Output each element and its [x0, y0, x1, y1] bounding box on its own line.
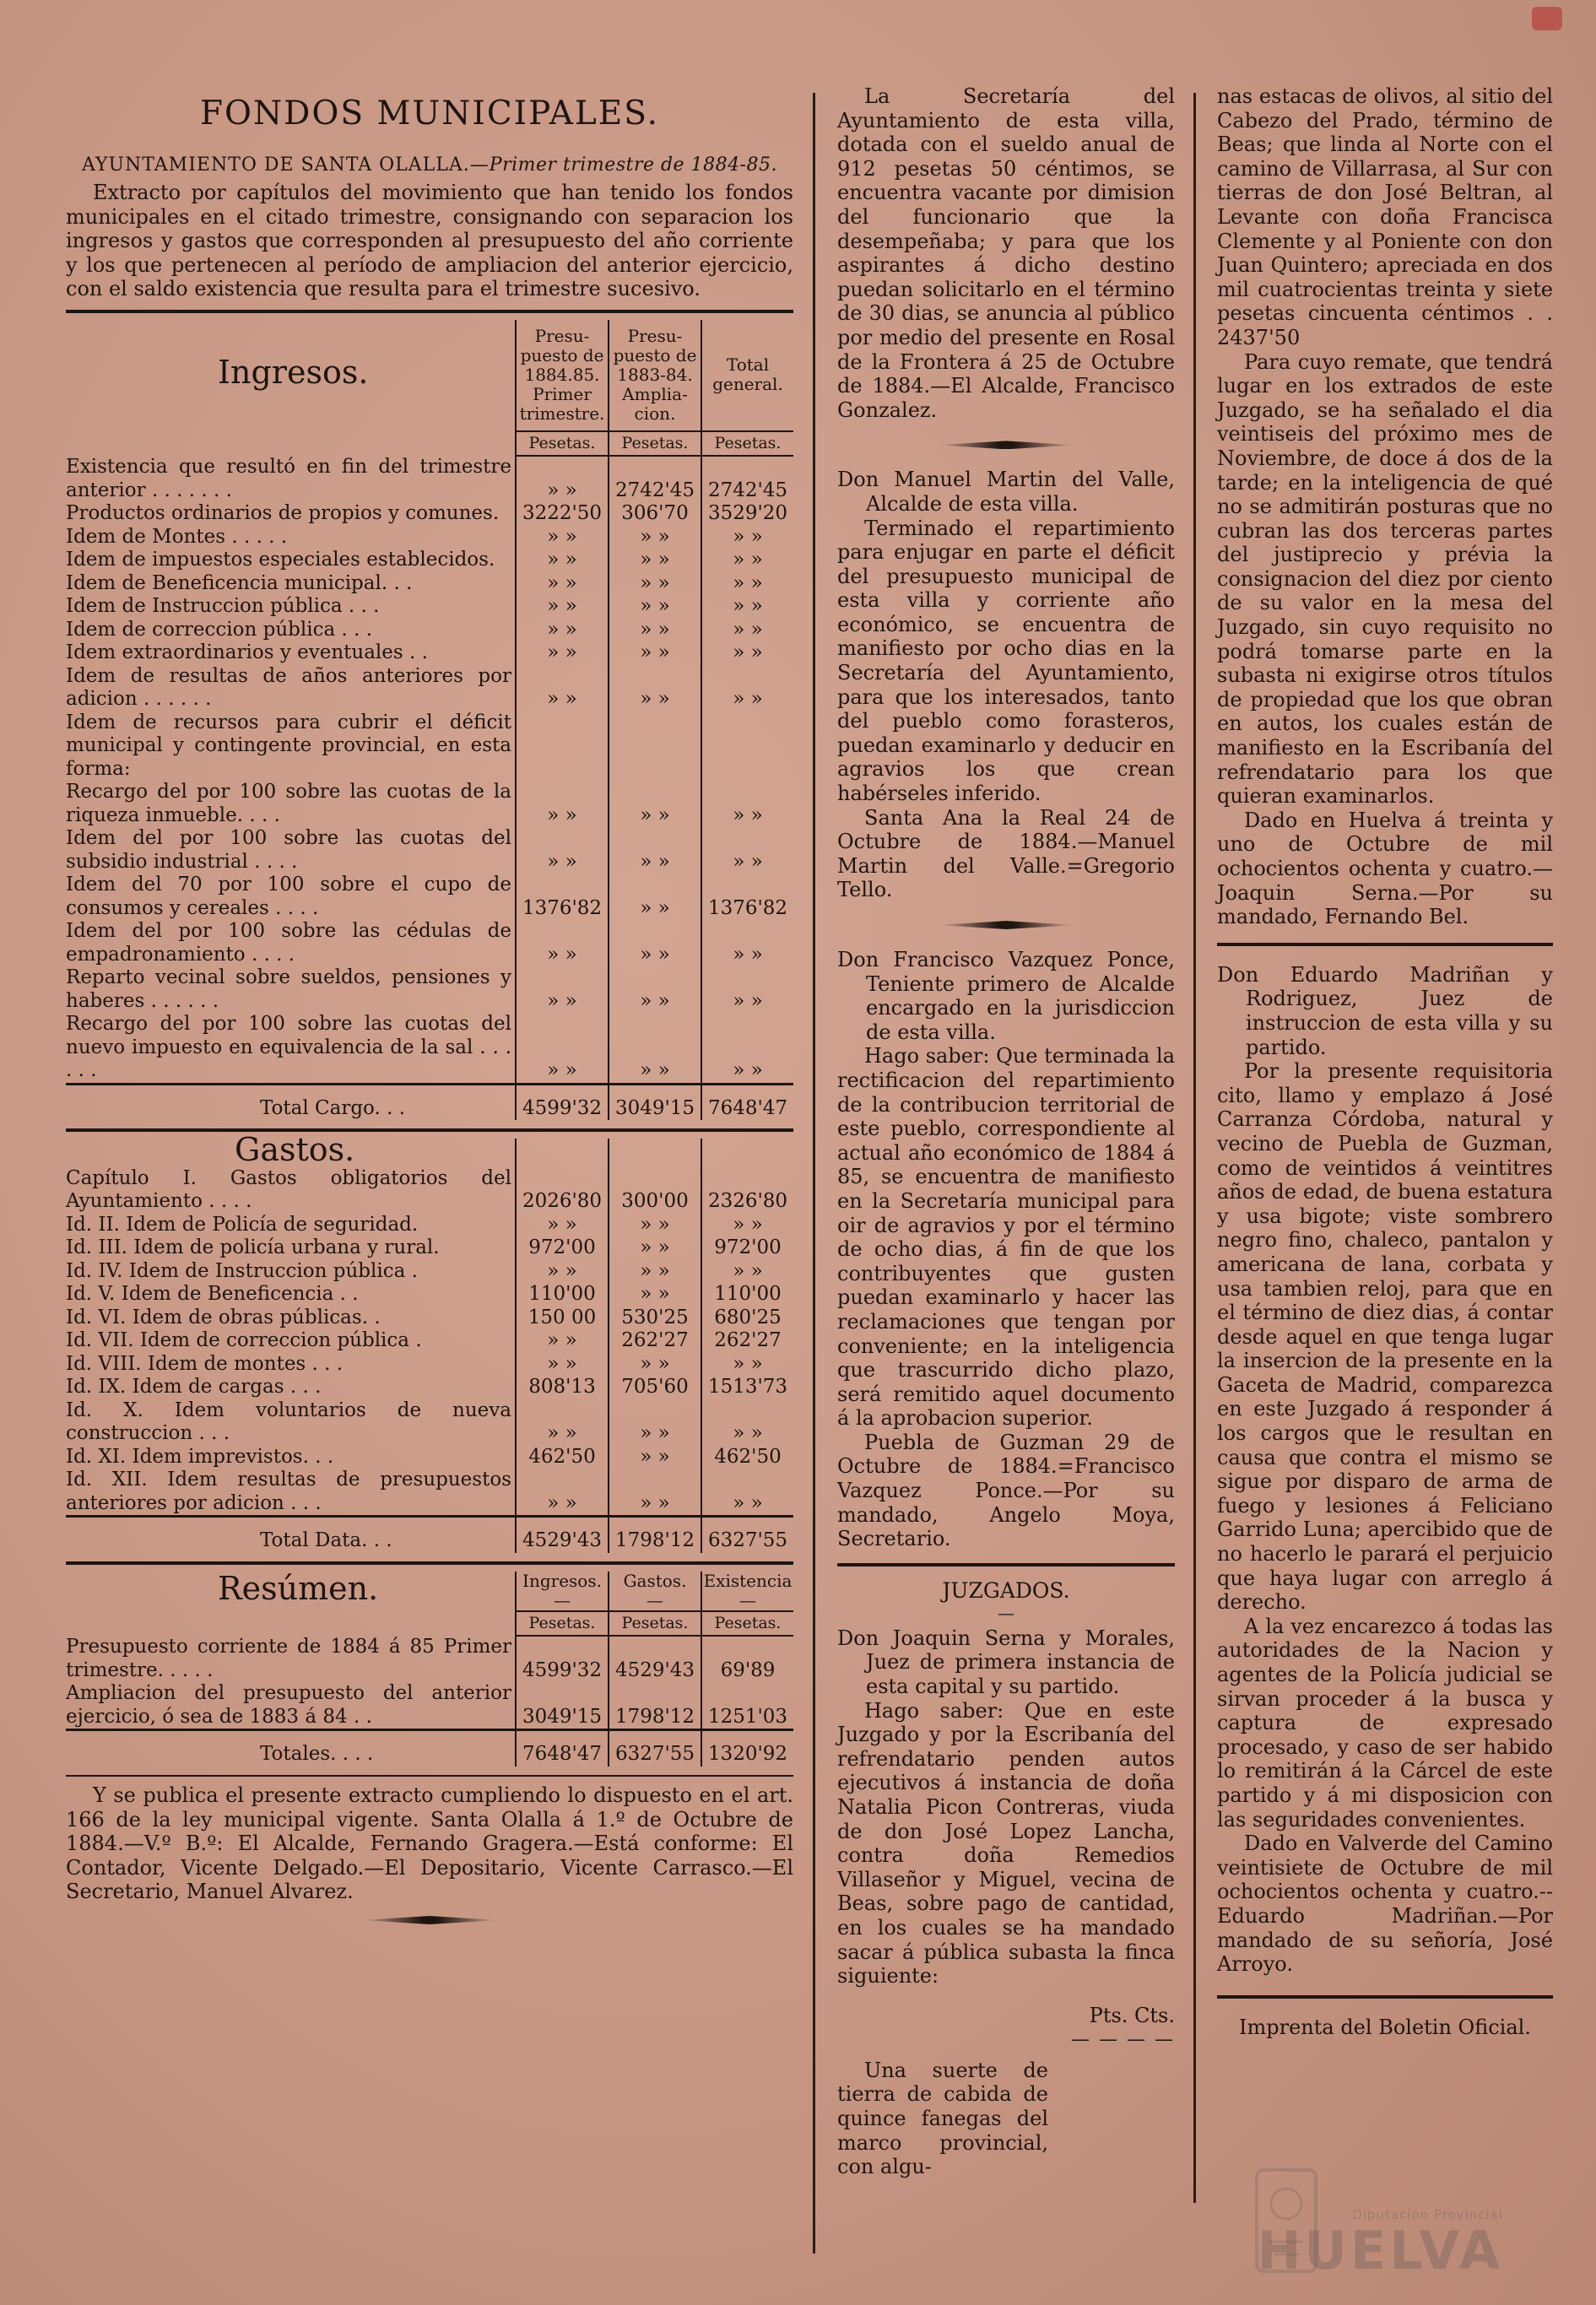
gastos-v3: » »	[701, 1214, 793, 1237]
ingresos-v1: » »	[516, 920, 609, 966]
ingresos-v2: » »	[609, 966, 701, 1013]
gastos-label: Capítulo I. Gastos obligatorios del Ayuntamiento . . . .	[66, 1166, 511, 1213]
ingresos-v1: » »	[516, 1013, 609, 1084]
ingresos-v3: » »	[701, 526, 793, 549]
intro-paragraph: Extracto por capítulos del movimiento que han tenido los fondos municipales en el citado trimestre, consignando con separacion los ingresos y gastos que corresponden al presupuesto del año corriente y los que pertenecen al período de ampliacion del anterior ejercicio, con el saldo existencia que resulta para el trimestre sucesivo.	[66, 181, 793, 301]
unit-label: Pesetas.	[609, 1611, 701, 1637]
resumen-v2: 4529'43	[609, 1636, 701, 1682]
huelva-body: Hago saber: Que en este Juzgado y por la Escribanía del refrendatario penden autos ejecutivos á instancia de doña Natalia Picon Contreras, viuda de don José Lopez Lancha, contra doña Remedios Villaseñor y Miguel, vecina de Beas, sobre pago de cantidad, en los cuales se ha mandado sacar á pública subasta la finca siguiente:	[837, 1698, 1175, 1988]
gastos-v2: » »	[609, 1353, 701, 1377]
red-corner-mark	[1532, 7, 1562, 30]
gastos-label: Id. VIII. Idem de montes . . .	[66, 1352, 344, 1375]
remate-paragraph: Para cuyo remate, que tendrá lugar en los extrados de este Juzgado, se ha señalado el dia veintiseis del próximo mes de Noviembre, de doce á dos de la tarde; en la inteligencia de qué no se admitirán posturas que no cubran las dos terceras partes del justiprecio y prévia la consignacion del diez por ciento de su valor en la mesa del Juzgado, sin cuyo requisito no podrá tomarse parte en la subasta ni exigirse otros títulos de propiedad que los que obran en autos, los cuales están de manifiesto en la Escribanía del refrendatario para los que quieran examinarlos.	[1217, 349, 1553, 809]
ingresos-v2: » »	[609, 572, 701, 596]
ingresos-v3: » »	[701, 619, 793, 642]
ingresos-label: Idem extraordinarios y eventuales . .	[66, 641, 428, 664]
requisitoria-request: A la vez encarezco á todas las autoridades de la Nacion y agentes de la Policía judicial se sirvan proceder á la busca y captura de expresado procesado, y caso de ser habido lo remitirán á la Cárcel de este partido y á mi disposicion con las seguridades convenientes.	[1217, 1614, 1553, 1832]
gastos-v2: 705'60	[609, 1376, 701, 1399]
totales-v3: 1320'92	[701, 1730, 793, 1767]
gastos-v2: » »	[609, 1469, 701, 1517]
gastos-rows	[66, 1167, 793, 1517]
total-data-row	[66, 1517, 793, 1553]
ingresos-row	[66, 966, 793, 1013]
gastos-v3: » »	[701, 1353, 793, 1377]
ingresos-v2: » »	[609, 920, 701, 966]
gastos-v3: » »	[701, 1399, 793, 1446]
gastos-v3: 1513'73	[701, 1376, 793, 1399]
gastos-label: Id. X. Idem voluntarios de nueva construccion . . .	[66, 1399, 511, 1445]
total-cargo-v3: 7648'47	[701, 1084, 793, 1120]
ingresos-v2: » »	[609, 619, 701, 642]
santa-ana-heading: Don Manuel Martin del Valle, Alcalde de esta villa.	[837, 468, 1175, 516]
totales-label: Totales. . . .	[66, 1730, 516, 1767]
gastos-v3: 462'50	[701, 1446, 793, 1469]
ingresos-label: Recargo del por 100 sobre las cuotas del nuevo impuesto en equivalencia de la sal . . . . . .	[66, 1013, 511, 1082]
finca-description-cont: nas estacas de olivos, al sitio del Cabezo del Prado, término de Beas; que linda al Norte con el camino de Villarrasa, al Sur con tierras de don José Beltran, al Levante con doña Francisca Clemente y al Poniente con don Juan Quintero; apreciada en dos mil cuatrocientas treinta y siete pesetas cincuenta céntimos . . 2437'50	[1217, 84, 1553, 349]
gastos-v1: 972'00	[516, 1236, 609, 1260]
gastos-v2: 262'27	[609, 1329, 701, 1353]
resumen-label: Ampliacion del presupuesto del anterior ejercicio, ó sea de 1883 á 84 . .	[66, 1682, 511, 1728]
watermark-huelva: HUELVA	[1257, 2220, 1503, 2281]
units-row	[66, 431, 793, 457]
ingresos-v2: » »	[609, 1013, 701, 1084]
valverde-heading: Don Eduardo Madriñan y Rodriguez, Juez de instruccion de esta villa y su partido.	[1217, 962, 1553, 1059]
ingresos-v1: » »	[516, 781, 609, 827]
ingresos-v3: » »	[701, 827, 793, 874]
ingresos-v3: » »	[701, 572, 793, 596]
gastos-v2: » »	[609, 1260, 701, 1284]
ingresos-v1: » »	[516, 595, 609, 619]
ingresos-v2: » »	[609, 641, 701, 665]
total-data-v1: 4529'43	[516, 1517, 609, 1553]
resumen-units-row	[66, 1611, 793, 1637]
ingresos-v3: » »	[701, 920, 793, 966]
ingresos-v3: » »	[701, 781, 793, 827]
ingresos-v3: » »	[701, 595, 793, 619]
watermark-subtitle: Diputación Provincial	[1352, 2207, 1503, 2222]
gastos-v3: 110'00	[701, 1283, 793, 1307]
ingresos-v1: » »	[516, 641, 609, 665]
gastos-v1: » »	[516, 1260, 609, 1284]
ingresos-v2: 306'70	[609, 502, 701, 526]
juzgados-title: JUZGADOS.	[942, 1577, 1070, 1603]
gastos-label: Id. IV. Idem de Instruccion pública .	[66, 1259, 418, 1282]
ingresos-label: Reparto vecinal sobre sueldos, pensiones y haberes . . . . . .	[66, 966, 511, 1012]
puebla-body: Hago saber: Que terminada la rectificacion del repartimiento de la contribucion territorial de este pueblo, correspondiente al actual año económico de 1884 á 85, se encuentra de manifiesto en la Secretaría municipal para oir de agravios y por el término de ocho dias, á fin de que los contribuyentes que gusten puedan examinarlo y hacer las reclamaciones que tengan por conveniente; en la inteligencia que trascurrido dicho plazo, será remitido aquel documento á la aprobacion superior.	[837, 1044, 1175, 1431]
resumen-header-row	[66, 1572, 793, 1611]
gastos-v1: » »	[516, 1469, 609, 1517]
ayuntamiento-line	[66, 154, 793, 176]
column-rule-1	[813, 93, 815, 2254]
ingresos-v1: » »	[516, 619, 609, 642]
juzgados-dash: —	[998, 1602, 1014, 1623]
imprenta-rule	[1217, 1995, 1553, 1999]
res-col-existencia: Existencia —	[701, 1572, 793, 1611]
gastos-label: Id. V. Idem de Beneficencia . .	[66, 1283, 359, 1306]
gastos-row	[66, 1353, 793, 1377]
unit-label: Pesetas.	[609, 431, 701, 457]
gastos-v1: 808'13	[516, 1376, 609, 1399]
col-header-1883: Presu-puesto de 1883-84. Amplia-cion.	[609, 320, 701, 431]
ingresos-label: Idem de correccion pública . . .	[66, 618, 373, 641]
ingresos-v2: » »	[609, 827, 701, 874]
gastos-label: Id. IX. Idem de cargas . . .	[66, 1376, 322, 1399]
ingresos-row	[66, 572, 793, 596]
gastos-label: Id. XII. Idem resultas de presupuestos anteriores por adicion . . .	[66, 1469, 511, 1514]
total-data-v3: 6327'55	[701, 1517, 793, 1553]
ingresos-row	[66, 920, 793, 966]
ingresos-label: Idem de impuestos especiales establecidos.	[66, 549, 495, 571]
ingresos-v3: » »	[701, 1013, 793, 1084]
resumen-row	[66, 1682, 793, 1730]
resumen-v3: 69'89	[701, 1636, 793, 1682]
resumen-v3: 1251'03	[701, 1682, 793, 1730]
gastos-v1: 462'50	[516, 1446, 609, 1469]
gastos-v3: 262'27	[701, 1329, 793, 1353]
ingresos-row	[66, 1013, 793, 1084]
resumen-title: Resúmen.	[218, 1569, 379, 1607]
ingresos-label: Idem del por 100 sobre las cédulas de empadronamiento . . . .	[66, 920, 511, 966]
table-top-rule	[66, 310, 793, 313]
total-cargo-v2: 3049'15	[609, 1084, 701, 1120]
resumen-row	[66, 1636, 793, 1682]
ingresos-v3: 2742'45	[701, 456, 793, 502]
ingresos-v1: » »	[516, 549, 609, 572]
ingresos-v2	[609, 712, 701, 782]
total-data-label: Total Data. . .	[66, 1517, 516, 1553]
santa-ana-body: Terminado el repartimiento para enjugar en parte el déficit del presupuesto municipal de esta villa y corriente año económico, se encuentra de manifiesto por ocho dias en la Secretaría del Ayuntamiento, para que los interesados, tanto del pueblo como forasteros, puedan examinarlo y deducir en agravios los que crean habérseles inferido.	[837, 516, 1175, 806]
ingresos-title: Ingresos.	[218, 354, 369, 392]
gastos-row	[66, 1260, 793, 1284]
ingresos-v1: » »	[516, 827, 609, 874]
ingresos-row	[66, 619, 793, 642]
ingresos-row	[66, 781, 793, 827]
ingresos-row	[66, 549, 793, 572]
ingresos-label: Idem de Instruccion pública . . .	[66, 595, 380, 618]
totales-v2: 6327'55	[609, 1730, 701, 1767]
puebla-heading: Don Francisco Vazquez Ponce, Teniente primero de Alcalde encargado en la jurisdiccion de esta villa.	[837, 948, 1175, 1044]
resumen-rows	[66, 1636, 793, 1730]
column-rule-2	[1193, 93, 1196, 2203]
ingresos-label: Idem de resultas de años anteriores por adicion . . . . . .	[66, 664, 511, 711]
ingresos-row	[66, 595, 793, 619]
resumen-table	[66, 1569, 793, 1767]
rosal-notice: La Secretaría del Ayuntamiento de esta villa, dotada con el sueldo anual de 912 pesetas 50 céntimos, se encuentra vacante por dimision del funcionario que la desempeñaba; y para que los aspirantes á dicho destino puedan solicitarlo en el término de 30 dias, se anuncia al público por medio del presente en Rosal de la Frontera á 25 de Octubre de 1884.—El Alcalde, Francisco Gonzalez.	[837, 84, 1175, 422]
unit-label: Pesetas.	[701, 431, 793, 457]
ingresos-v1: » »	[516, 966, 609, 1013]
ingresos-row	[66, 874, 793, 920]
valverde-signature: Dado en Valverde del Camino veintisiete de Octubre de mil ochocientos ochenta y cuatro.--Eduardo Madriñan.—Por mandado de su señoría, José Arroyo.	[1217, 1832, 1553, 1977]
gastos-header-row	[66, 1139, 793, 1167]
ingresos-v3: » »	[701, 641, 793, 665]
ayuntamiento-name: AYUNTAMIENTO DE SANTA OLALLA.—	[82, 154, 490, 176]
gastos-v2: » »	[609, 1399, 701, 1446]
unit-label: Pesetas.	[516, 431, 609, 457]
separator-flourish	[939, 921, 1074, 929]
res-col-gastos: Gastos. —	[609, 1572, 701, 1611]
gastos-row	[66, 1283, 793, 1307]
gastos-title: Gastos.	[235, 1131, 355, 1169]
gastos-row	[66, 1214, 793, 1237]
column-anuncios	[837, 84, 1175, 2179]
total-data-v2: 1798'12	[609, 1517, 701, 1553]
gastos-v2: » »	[609, 1446, 701, 1469]
ingresos-v3: » »	[701, 966, 793, 1013]
ingresos-v2: » »	[609, 595, 701, 619]
resumen-v2: 1798'12	[609, 1682, 701, 1730]
ingresos-v1: 3222'50	[516, 502, 609, 526]
gastos-label: Id. II. Idem de Policía de seguridad.	[66, 1213, 419, 1236]
gastos-v1: » »	[516, 1329, 609, 1353]
ingresos-v2: » »	[609, 781, 701, 827]
pts-cts-header: Pts. Cts.	[1089, 2003, 1175, 2027]
total-cargo-row	[66, 1084, 793, 1120]
ingresos-v2: » »	[609, 665, 701, 712]
ingresos-label: Productos ordinarios de propios y comunes.	[66, 502, 500, 525]
puebla-signature: Puebla de Guzman 29 de Octubre de 1884.=Francisco Vazquez Ponce.—Por su mandado, Angelo Moya, Secretario.	[837, 1430, 1175, 1551]
requisitoria-body: Por la presente requisitoria cito, llamo y emplazo á José Carranza Córdoba, natural y vecino de Puebla de Guzman, como de veintidos á veintitres años de edad, de buena estatura y usa bigote; viste sombrero negro fino, chaleco, pantalon y americana de lana, corbata y usa tambien reloj, para que en el término de diez dias, á contar desde aquel en que tenga lugar la insercion de la presente en la Gaceta de Madrid, comparezca en este Juzgado á responder á los cargos que le resultan en causa que contra el mismo se sigue por disparo de arma de fuego y lesiones á Feliciano Garrido Luna; apercibido que de no hacerlo le parará el perjuicio que haya lugar con arreglo á derecho.	[1217, 1059, 1553, 1615]
resumen-v1: 4599'32	[516, 1636, 609, 1682]
gastos-label: Id. VII. Idem de correccion pública .	[66, 1329, 422, 1352]
total-cargo-label: Total Cargo. . .	[66, 1084, 516, 1120]
ingresos-v1: » »	[516, 665, 609, 712]
ingresos-label: Recargo del por 100 sobre las cuotas de la riqueza inmueble. . . .	[66, 781, 511, 826]
ingresos-rows	[66, 456, 793, 1084]
gastos-v2: 530'25	[609, 1307, 701, 1330]
trimester-label: Primer trimestre de 1884-85.	[489, 154, 777, 176]
resumen-v1: 3049'15	[516, 1682, 609, 1730]
ingresos-label: Idem de recursos para cubrir el déficit municipal y contingente provincial, en esta forma:	[66, 711, 511, 780]
ingresos-v3: 1376'82	[701, 874, 793, 920]
gastos-v1: » »	[516, 1214, 609, 1237]
col-header-total: Total general.	[701, 320, 793, 431]
gastos-row	[66, 1399, 793, 1446]
gastos-v3: » »	[701, 1469, 793, 1517]
ingresos-label: Existencia que resultó en fin del trimestre anterior . . . . . . .	[66, 456, 511, 501]
resumen-top-rule	[66, 1561, 793, 1565]
ingresos-row	[66, 456, 793, 502]
gastos-v2: » »	[609, 1283, 701, 1307]
gastos-v1: 2026'80	[516, 1167, 609, 1214]
gastos-label: Id. XI. Idem imprevistos. . .	[66, 1445, 334, 1468]
table-header-row	[66, 320, 793, 431]
ingresos-v2: » »	[609, 874, 701, 920]
total-cargo-v1: 4599'32	[516, 1084, 609, 1120]
gastos-v3: » »	[701, 1260, 793, 1284]
ingresos-label: Idem de Montes . . . . .	[66, 525, 288, 548]
gastos-row	[66, 1376, 793, 1399]
gastos-v1: 150 00	[516, 1307, 609, 1330]
juzgados-rule	[837, 1563, 1175, 1566]
col-header-1884: Presu-puesto de 1884.85. Primer trimestre.	[516, 320, 609, 431]
res-col-ingresos: Ingresos. —	[516, 1572, 609, 1611]
ingresos-label: Idem del 70 por 100 sobre el cupo de consumos y cereales . . . .	[66, 874, 511, 919]
huelva-signature: Dado en Huelva á treinta y uno de Octubre de mil ochocientos ochenta y cuatro.—Joaquin Serna.—Por su mandado, Fernando Bel.	[1217, 808, 1553, 929]
requisitoria-rule	[1217, 943, 1553, 946]
ingresos-v1: » »	[516, 526, 609, 549]
huelva-heading: Don Joaquin Serna y Morales, Juez de primera instancia de esta capital y su partido.	[837, 1626, 1175, 1699]
gastos-row	[66, 1236, 793, 1260]
gastos-v1: » »	[516, 1399, 609, 1446]
totales-row	[66, 1730, 793, 1767]
ingresos-row	[66, 665, 793, 712]
ingresos-row	[66, 712, 793, 782]
gastos-label: Id. VI. Idem de obras públicas. .	[66, 1306, 381, 1328]
ingresos-v2: » »	[609, 526, 701, 549]
gastos-v2: » »	[609, 1236, 701, 1260]
gastos-row	[66, 1307, 793, 1330]
totales-v1: 7648'47	[516, 1730, 609, 1767]
gastos-v3: 680'25	[701, 1307, 793, 1330]
gastos-row	[66, 1469, 793, 1517]
ingresos-label: Idem de Beneficencia municipal. . .	[66, 571, 413, 594]
section-title: FONDOS MUNICIPALES.	[199, 95, 659, 133]
separator-flourish	[939, 441, 1074, 449]
ingresos-v3: » »	[701, 665, 793, 712]
ingresos-v2: 2742'45	[609, 456, 701, 502]
ingresos-v3: » »	[701, 549, 793, 572]
ingresos-row	[66, 827, 793, 874]
resumen-label: Presupuesto corriente de 1884 á 85 Primer trimestre. . . . .	[66, 1636, 511, 1681]
ingresos-label: Idem del por 100 sobre las cuotas del subsidio industrial . . . .	[66, 827, 511, 873]
unit-label: Pesetas.	[701, 1611, 793, 1637]
gastos-v1: 110'00	[516, 1283, 609, 1307]
gastos-v3: 2326'80	[701, 1167, 793, 1214]
ingresos-table	[66, 320, 793, 1121]
finca-description-start: Una suerte de tierra de cabida de quince fanegas del marco provincial, con algu-	[837, 2058, 1048, 2179]
ingresos-v3	[701, 712, 793, 782]
gastos-table	[66, 1131, 793, 1553]
gastos-label: Id. III. Idem de policía urbana y rural.	[66, 1236, 440, 1259]
ingresos-v1	[516, 712, 609, 782]
ingresos-v3: 3529'20	[701, 502, 793, 526]
column-fondos-municipales	[66, 84, 793, 1943]
ingresos-v1: » »	[516, 572, 609, 596]
ingresos-row	[66, 641, 793, 665]
santa-ana-signature: Santa Ana la Real 24 de Octubre de 1884.—Manuel Martin del Valle.=Gregorio Tello.	[837, 805, 1175, 902]
gastos-row	[66, 1329, 793, 1353]
ingresos-v1: 1376'82	[516, 874, 609, 920]
gastos-v2: 300'00	[609, 1167, 701, 1214]
gastos-row	[66, 1167, 793, 1214]
gastos-v3: 972'00	[701, 1236, 793, 1260]
ingresos-row	[66, 526, 793, 549]
unit-label: Pesetas.	[516, 1611, 609, 1637]
pts-cts-dashes: — — — —	[1071, 2028, 1175, 2050]
imprenta-line: Imprenta del Boletin Oficial.	[1239, 2015, 1531, 2039]
ingresos-v2: » »	[609, 549, 701, 572]
end-flourish	[362, 1916, 497, 1924]
closing-rule	[66, 1775, 793, 1777]
gastos-v2: » »	[609, 1214, 701, 1237]
column-juzgados	[1217, 84, 1553, 2039]
gastos-v1: » »	[516, 1353, 609, 1377]
ingresos-row	[66, 502, 793, 526]
gastos-row	[66, 1446, 793, 1469]
ingresos-v1: » »	[516, 456, 609, 502]
closing-paragraph: Y se publica el presente extracto cumpliendo lo dispuesto en el art. 166 de la ley municipal vigente. Santa Olalla á 1.º de Octubre de 1884.—V.º B.º: El Alcalde, Fernando Gragera.—Está conforme: El Contador, Vicente Delgado.—El Depositario, Vicente Carrasco.—El Secretario, Manuel Alvarez.	[66, 1783, 793, 1904]
